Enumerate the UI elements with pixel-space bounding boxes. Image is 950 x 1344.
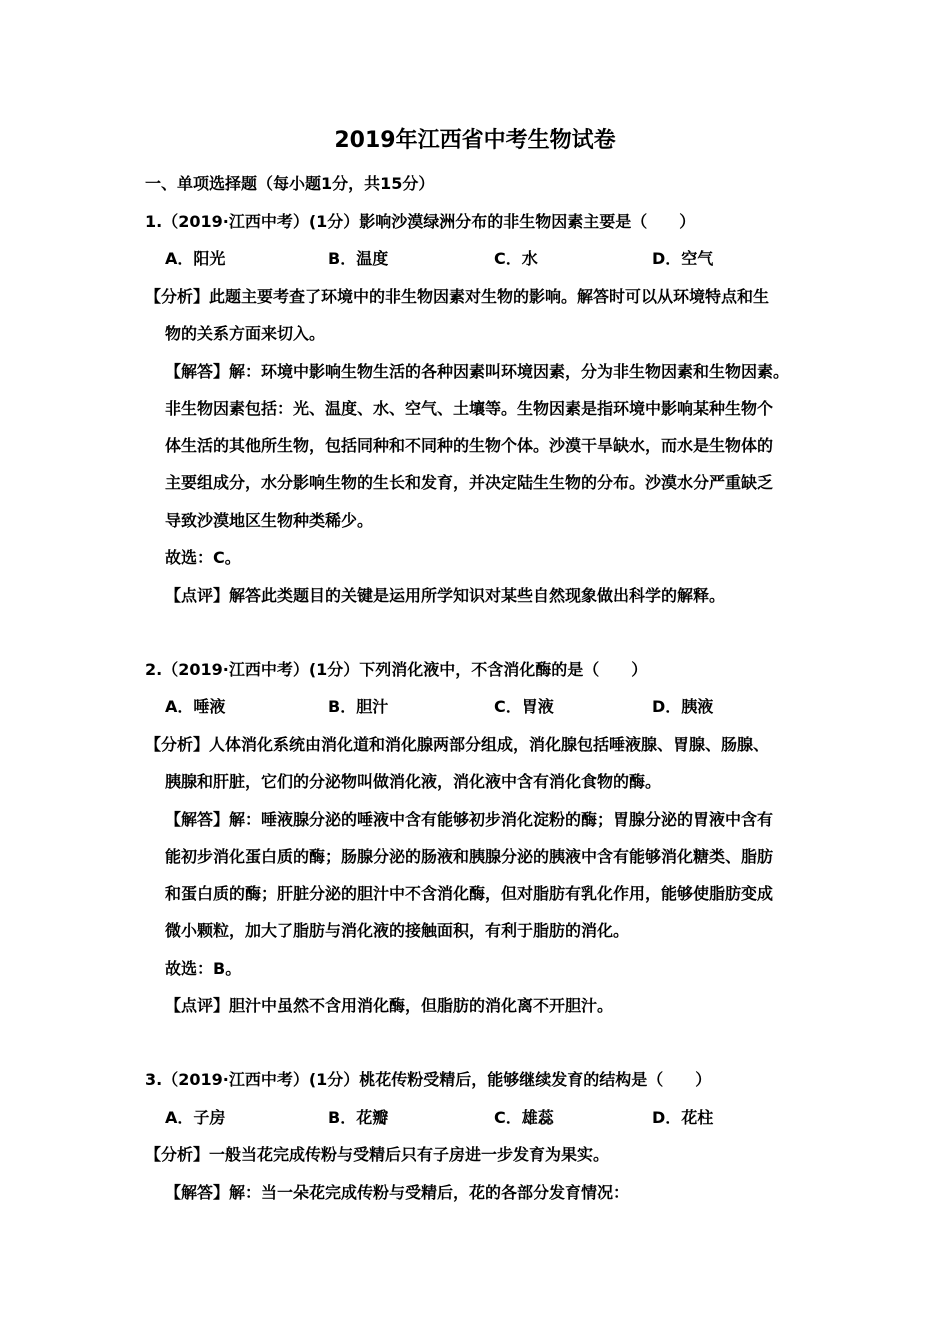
question-1-answer: 体生活的其他所生物，包括同种和不同种的生物个体。沙漠干旱缺水，而水是生物体的: [165, 436, 774, 455]
question-3-stem: 3.（2019·江西中考）(1分）桃花传粉受精后，能够继续发育的结构是（ ）: [145, 1070, 712, 1089]
question-1-comment: 【点评】解答此类题目的关键是运用所学知识对某些自然现象做出科学的解释。: [165, 586, 726, 605]
question-1-option-a: A．阳光: [165, 249, 226, 268]
question-2-choice: 故选：B。: [165, 959, 242, 978]
question-2-answer: 【解答】解：唾液腺分泌的唾液中含有能够初步消化淀粉的酶；胃腺分泌的胃液中含有: [165, 810, 774, 829]
question-2-option-a: A．唾液: [165, 697, 226, 716]
question-1-analysis: 物的关系方面来切入。: [165, 324, 326, 343]
question-1-option-d: D．空气: [652, 249, 714, 268]
question-2-option-d: D．胰液: [652, 697, 714, 716]
question-2-comment: 【点评】胆汁中虽然不含用消化酶，但脂肪的消化离不开胆汁。: [165, 996, 614, 1015]
question-3-option-a: A．子房: [165, 1108, 226, 1127]
question-1-answer: 导致沙漠地区生物种类稀少。: [165, 511, 374, 530]
question-1-option-c: C．水: [494, 249, 538, 268]
question-1-stem: 1.（2019·江西中考）(1分）影响沙漠绿洲分布的非生物因素主要是（ ）: [145, 212, 696, 231]
page-title: 2019年江西省中考生物试卷: [334, 128, 616, 153]
question-2-stem: 2.（2019·江西中考）(1分）下列消化液中，不含消化酶的是（ ）: [145, 660, 648, 679]
question-1-analysis: 【分析】此题主要考查了环境中的非生物因素对生物的影响。解答时可以从环境特点和生: [145, 287, 770, 306]
question-2-analysis: 胰腺和肝脏，它们的分泌物叫做消化液，消化液中含有消化食物的酶。: [165, 772, 662, 791]
question-3-option-d: D．花柱: [652, 1108, 714, 1127]
question-2-option-c: C．胃液: [494, 697, 554, 716]
question-3-option-b: B．花瓣: [328, 1108, 389, 1127]
question-2-answer: 能初步消化蛋白质的酶；肠腺分泌的肠液和胰腺分泌的胰液中含有能够消化糖类、脂肪: [165, 847, 774, 866]
question-3-analysis: 【分析】一般当花完成传粉与受精后只有子房进一步发育为果实。: [145, 1145, 610, 1164]
question-1-answer: 非生物因素包括：光、温度、水、空气、土壤等。生物因素是指环境中影响某种生物个: [165, 399, 774, 418]
question-1-choice: 故选：C。: [165, 548, 241, 567]
section-heading: 一、单项选择题（每小题1分，共15分）: [145, 174, 435, 193]
question-1-answer: 主要组成分，水分影响生物的生长和发育，并决定陆生生物的分布。沙漠水分严重缺乏: [165, 473, 774, 492]
question-2-answer: 微小颗粒，加大了脂肪与消化液的接触面积，有利于脂肪的消化。: [165, 921, 630, 940]
question-1-answer: 【解答】解：环境中影响生物生活的各种因素叫环境因素，分为非生物因素和生物因素。: [165, 362, 790, 381]
question-3-option-c: C．雄蕊: [494, 1108, 554, 1127]
question-2-option-b: B．胆汁: [328, 697, 389, 716]
question-1-option-b: B．温度: [328, 249, 389, 268]
question-2-answer: 和蛋白质的酶；肝脏分泌的胆汁中不含消化酶，但对脂肪有乳化作用，能够使脂肪变成: [165, 884, 774, 903]
question-3-answer: 【解答】解：当一朵花完成传粉与受精后，花的各部分发育情况：: [165, 1183, 630, 1202]
question-2-analysis: 【分析】人体消化系统由消化道和消化腺两部分组成，消化腺包括唾液腺、胃腺、肠腺、: [145, 735, 770, 754]
